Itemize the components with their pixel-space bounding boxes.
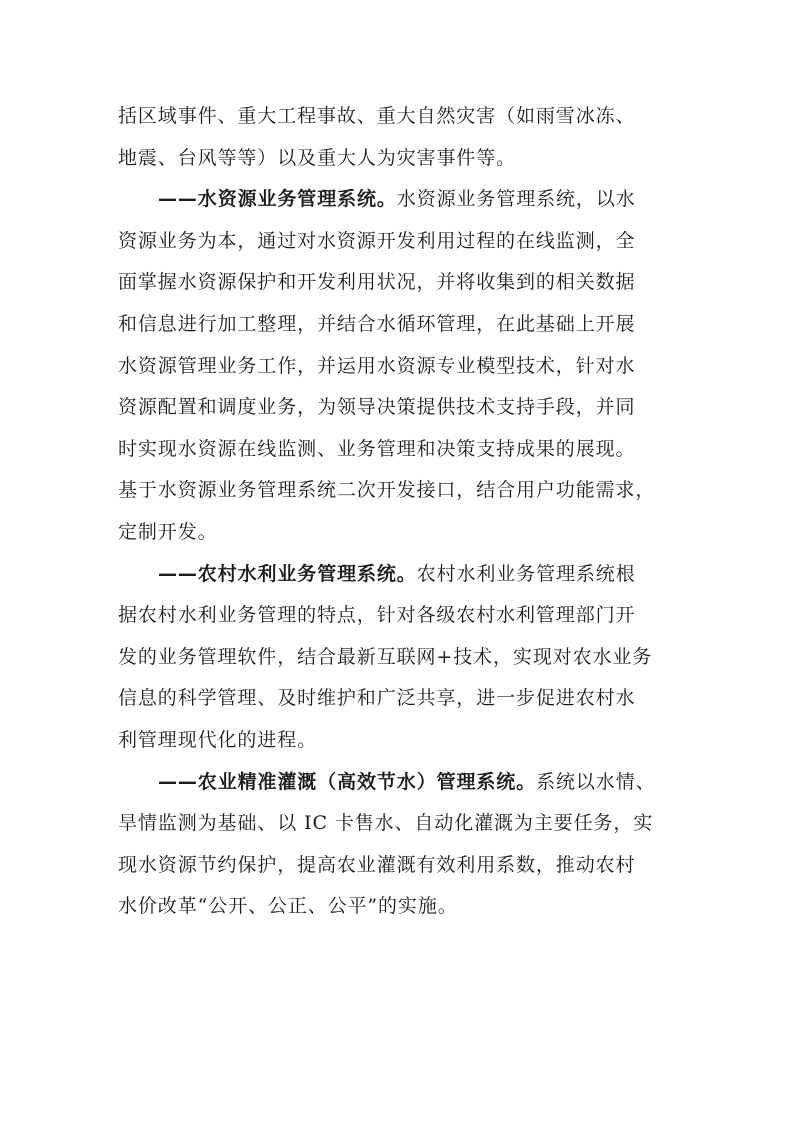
text-line: 资源配置和调度业务，为领导决策提供技术支持手段，并同	[118, 396, 636, 419]
text-line: 资源业务为本，通过对水资源开发利用过程的在线监测，全	[118, 229, 636, 252]
text-run: 系统以水情、	[536, 770, 656, 793]
text-line: 发的业务管理软件，结合最新互联网+技术，实现对农水业务	[118, 645, 653, 668]
text-line: 信息的科学管理、及时维护和广泛共享，进一步促进农村水	[118, 687, 636, 710]
section-heading-rural-water: ——农村水利业务管理系统。	[158, 562, 417, 585]
text-line: 和信息进行加工整理，并结合水循环管理，在此基础上开展	[118, 312, 636, 335]
paragraph-first-line	[118, 179, 674, 221]
text-line: 水价改革“公开、公正、公平”的实施。	[118, 895, 458, 918]
text-line: 利管理现代化的进程。	[118, 728, 318, 751]
text-line: 面掌握水资源保护和开发利用状况，并将收集到的相关数据	[118, 271, 636, 294]
paragraph-first-line	[118, 554, 674, 596]
text-line: 现水资源节约保护，提高农业灌溉有效利用系数，推动农村	[118, 853, 636, 876]
text-line: 时实现水资源在线监测、业务管理和决策支持成果的展现。	[118, 437, 636, 460]
text-run: 农村水利业务管理系统根	[416, 562, 636, 585]
text-line: 水资源管理业务工作，并运用水资源专业模型技术，针对水	[118, 354, 636, 377]
paragraph-first-line	[118, 762, 674, 804]
text-line: 括区域事件、重大工程事故、重大自然灾害（如雨雪冰冻、	[118, 105, 636, 127]
text-line: 地震、台风等等）以及重大人为灾害事件等。	[118, 146, 517, 169]
section-heading-water-resources: ——水资源业务管理系统。	[158, 188, 397, 211]
text-line: 基于水资源业务管理系统二次开发接口，结合用户功能需求，	[118, 479, 656, 502]
text-run: 水资源业务管理系统，以水	[396, 188, 636, 211]
text-line: 定制开发。	[118, 520, 218, 543]
text-line: 旱情监测为基础、以 IC 卡售水、自动化灌溉为主要任务，实	[118, 812, 654, 835]
text-line: 据农村水利业务管理的特点，针对各级农村水利管理部门开	[118, 604, 636, 627]
document-page	[118, 96, 674, 928]
section-heading-irrigation: ——农业精准灌溉（高效节水）管理系统。	[158, 770, 537, 793]
